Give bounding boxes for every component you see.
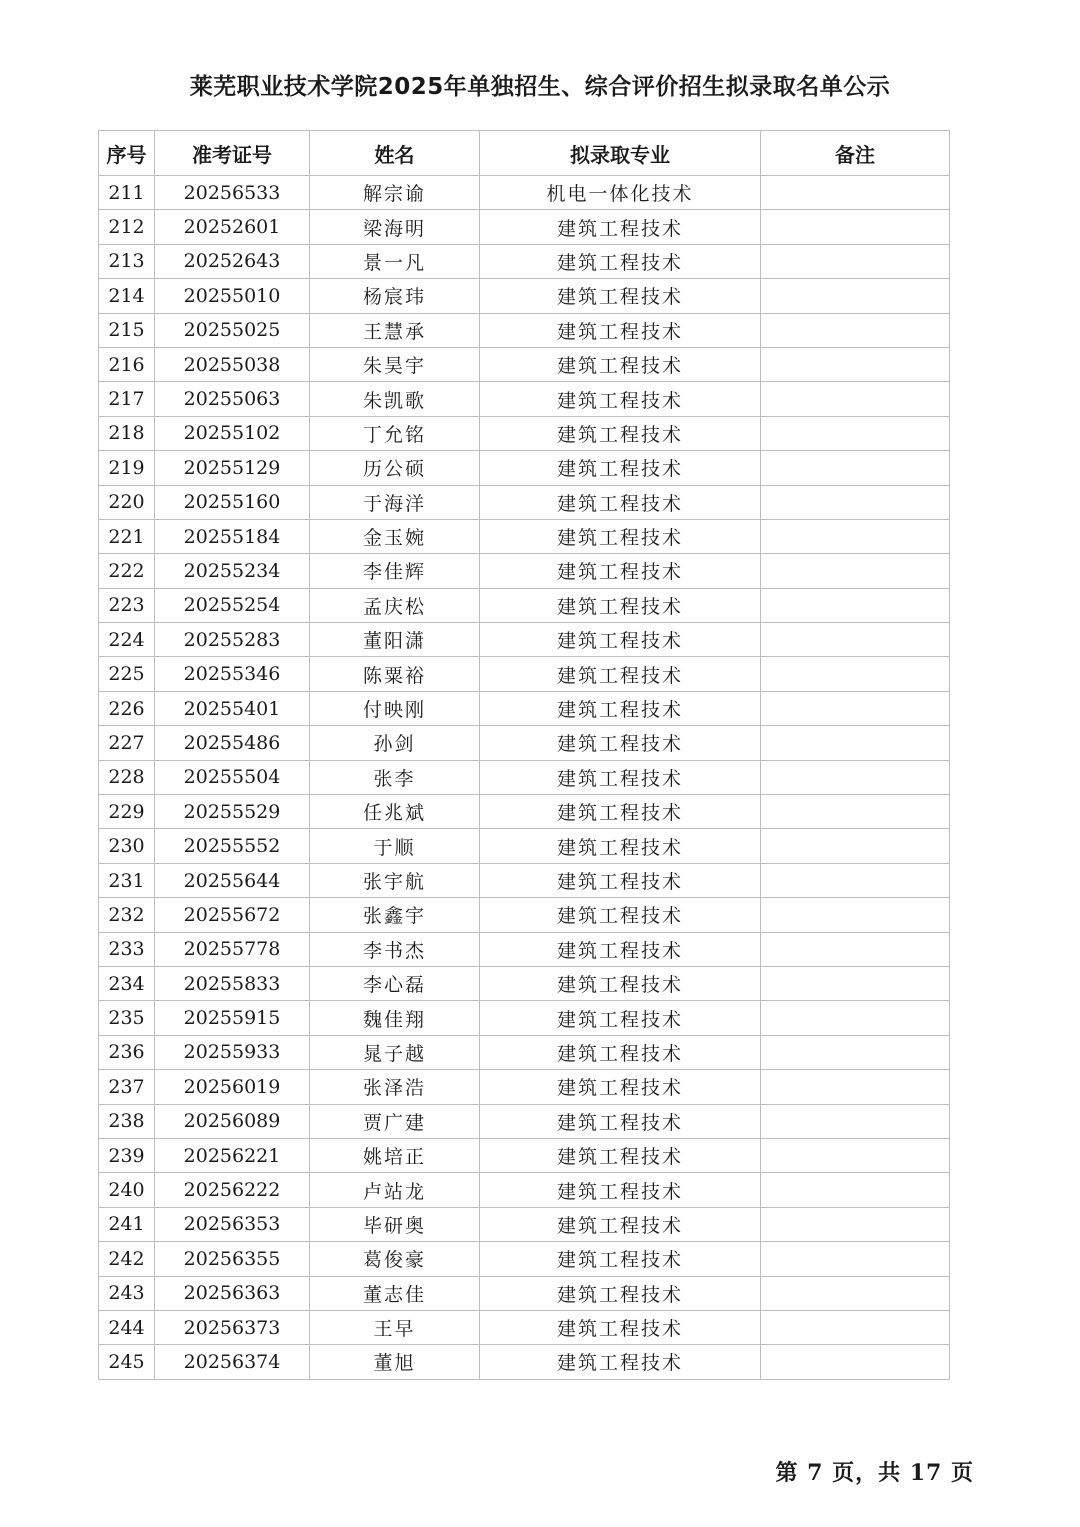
seq-cell: 224 [99,623,155,657]
major-cell: 建筑工程技术 [480,313,761,347]
major-cell: 建筑工程技术 [480,588,761,622]
exam-id-cell: 20255102 [155,416,310,450]
exam-id-cell: 20255552 [155,829,310,863]
seq-cell: 245 [99,1345,155,1379]
name-cell: 朱凯歌 [310,382,480,416]
seq-cell: 216 [99,347,155,381]
exam-id-cell: 20255529 [155,795,310,829]
table-row [99,1173,950,1207]
major-cell: 建筑工程技术 [480,795,761,829]
major-cell: 建筑工程技术 [480,416,761,450]
table-row [99,1207,950,1241]
exam-id-cell: 20255346 [155,657,310,691]
table-row [99,554,950,588]
table-row [99,691,950,725]
header-major: 拟录取专业 [480,131,761,176]
seq-cell: 213 [99,244,155,278]
table-row [99,313,950,347]
major-cell: 建筑工程技术 [480,1035,761,1069]
exam-id-cell: 20256355 [155,1242,310,1276]
remark-cell [761,485,950,519]
exam-id-cell: 20255129 [155,451,310,485]
seq-cell: 233 [99,932,155,966]
name-cell: 卢站龙 [310,1173,480,1207]
seq-cell: 235 [99,1001,155,1035]
exam-id-cell: 20255254 [155,588,310,622]
name-cell: 杨宸玮 [310,279,480,313]
major-cell: 机电一体化技术 [480,176,761,210]
remark-cell [761,588,950,622]
remark-cell [761,726,950,760]
major-cell: 建筑工程技术 [480,863,761,897]
seq-cell: 222 [99,554,155,588]
remark-cell [761,898,950,932]
seq-cell: 228 [99,760,155,794]
remark-cell [761,1276,950,1310]
table-row [99,244,950,278]
table-header [99,131,950,176]
remark-cell [761,210,950,244]
remark-cell [761,1310,950,1344]
major-cell: 建筑工程技术 [480,623,761,657]
name-cell: 张李 [310,760,480,794]
name-cell: 董志佳 [310,1276,480,1310]
name-cell: 孙剑 [310,726,480,760]
remark-cell [761,760,950,794]
table-row [99,210,950,244]
remark-cell [761,554,950,588]
major-cell: 建筑工程技术 [480,1138,761,1172]
table-row [99,451,950,485]
name-cell: 董阳潇 [310,623,480,657]
seq-cell: 237 [99,1070,155,1104]
table-row [99,829,950,863]
major-cell: 建筑工程技术 [480,657,761,691]
exam-id-cell: 20255504 [155,760,310,794]
major-cell: 建筑工程技术 [480,1276,761,1310]
remark-cell [761,416,950,450]
exam-id-cell: 20255486 [155,726,310,760]
remark-cell [761,829,950,863]
exam-id-cell: 20255401 [155,691,310,725]
exam-id-cell: 20255833 [155,966,310,1000]
header-name: 姓名 [310,131,480,176]
seq-cell: 230 [99,829,155,863]
table-row [99,863,950,897]
exam-id-cell: 20255038 [155,347,310,381]
seq-cell: 212 [99,210,155,244]
remark-cell [761,623,950,657]
table-row [99,485,950,519]
remark-cell [761,176,950,210]
name-cell: 解宗谕 [310,176,480,210]
seq-cell: 240 [99,1173,155,1207]
name-cell: 任兆斌 [310,795,480,829]
exam-id-cell: 20256353 [155,1207,310,1241]
name-cell: 贾广建 [310,1104,480,1138]
table-row [99,726,950,760]
name-cell: 朱昊宇 [310,347,480,381]
remark-cell [761,932,950,966]
seq-cell: 219 [99,451,155,485]
exam-id-cell: 20255672 [155,898,310,932]
major-cell: 建筑工程技术 [480,1070,761,1104]
seq-cell: 226 [99,691,155,725]
name-cell: 董旭 [310,1345,480,1379]
exam-id-cell: 20256374 [155,1345,310,1379]
name-cell: 金玉婉 [310,519,480,553]
major-cell: 建筑工程技术 [480,1173,761,1207]
exam-id-cell: 20255010 [155,279,310,313]
seq-cell: 215 [99,313,155,347]
remark-cell [761,347,950,381]
exam-id-cell: 20255644 [155,863,310,897]
exam-id-cell: 20252643 [155,244,310,278]
table-row [99,588,950,622]
major-cell: 建筑工程技术 [480,554,761,588]
table-row [99,1104,950,1138]
table-row [99,1242,950,1276]
exam-id-cell: 20255234 [155,554,310,588]
major-cell: 建筑工程技术 [480,451,761,485]
exam-id-cell: 20255025 [155,313,310,347]
remark-cell [761,279,950,313]
seq-cell: 238 [99,1104,155,1138]
header-seq: 序号 [99,131,155,176]
major-cell: 建筑工程技术 [480,519,761,553]
remark-cell [761,863,950,897]
table-row [99,382,950,416]
seq-cell: 217 [99,382,155,416]
table-row [99,1138,950,1172]
exam-id-cell: 20255778 [155,932,310,966]
exam-id-cell: 20256222 [155,1173,310,1207]
exam-id-cell: 20256533 [155,176,310,210]
name-cell: 毕研奥 [310,1207,480,1241]
table-row [99,1035,950,1069]
table-row [99,898,950,932]
exam-id-cell: 20256089 [155,1104,310,1138]
major-cell: 建筑工程技术 [480,1207,761,1241]
seq-cell: 231 [99,863,155,897]
major-cell: 建筑工程技术 [480,898,761,932]
exam-id-cell: 20255915 [155,1001,310,1035]
major-cell: 建筑工程技术 [480,966,761,1000]
exam-id-cell: 20255063 [155,382,310,416]
seq-cell: 236 [99,1035,155,1069]
remark-cell [761,1345,950,1379]
name-cell: 张泽浩 [310,1070,480,1104]
table-body [99,176,950,1380]
table-row [99,657,950,691]
remark-cell [761,1104,950,1138]
admission-list-table [98,130,950,1380]
remark-cell [761,795,950,829]
table-row [99,1001,950,1035]
seq-cell: 227 [99,726,155,760]
name-cell: 李心磊 [310,966,480,1000]
table-row [99,1310,950,1344]
remark-cell [761,382,950,416]
header-exam-id: 准考证号 [155,131,310,176]
remark-cell [761,1001,950,1035]
exam-id-cell: 20256019 [155,1070,310,1104]
remark-cell [761,519,950,553]
remark-cell [761,451,950,485]
header-row [99,131,950,176]
table-row [99,795,950,829]
seq-cell: 225 [99,657,155,691]
major-cell: 建筑工程技术 [480,1345,761,1379]
major-cell: 建筑工程技术 [480,691,761,725]
major-cell: 建筑工程技术 [480,210,761,244]
remark-cell [761,1207,950,1241]
major-cell: 建筑工程技术 [480,347,761,381]
major-cell: 建筑工程技术 [480,244,761,278]
seq-cell: 234 [99,966,155,1000]
major-cell: 建筑工程技术 [480,829,761,863]
name-cell: 葛俊豪 [310,1242,480,1276]
page-title: 莱芜职业技术学院2025年单独招生、综合评价招生拟录取名单公示 [189,74,891,100]
seq-cell: 242 [99,1242,155,1276]
seq-cell: 223 [99,588,155,622]
remark-cell [761,691,950,725]
name-cell: 晁子越 [310,1035,480,1069]
table-row [99,519,950,553]
table-row [99,416,950,450]
name-cell: 于顺 [310,829,480,863]
name-cell: 历公硕 [310,451,480,485]
page-number: 第 7 页，共 17 页 [775,1460,974,1486]
major-cell: 建筑工程技术 [480,1001,761,1035]
seq-cell: 241 [99,1207,155,1241]
major-cell: 建筑工程技术 [480,1310,761,1344]
exam-id-cell: 20255933 [155,1035,310,1069]
major-cell: 建筑工程技术 [480,760,761,794]
table-row [99,623,950,657]
major-cell: 建筑工程技术 [480,382,761,416]
remark-cell [761,1242,950,1276]
remark-cell [761,244,950,278]
exam-id-cell: 20255160 [155,485,310,519]
remark-cell [761,1035,950,1069]
table-row [99,932,950,966]
seq-cell: 211 [99,176,155,210]
table-row [99,176,950,210]
major-cell: 建筑工程技术 [480,1104,761,1138]
name-cell: 陈粟裕 [310,657,480,691]
major-cell: 建筑工程技术 [480,279,761,313]
major-cell: 建筑工程技术 [480,726,761,760]
name-cell: 付映刚 [310,691,480,725]
remark-cell [761,657,950,691]
remark-cell [761,1070,950,1104]
table-row [99,1276,950,1310]
exam-id-cell: 20256363 [155,1276,310,1310]
table-row [99,279,950,313]
table-row [99,347,950,381]
seq-cell: 229 [99,795,155,829]
exam-id-cell: 20256221 [155,1138,310,1172]
exam-id-cell: 20255283 [155,623,310,657]
name-cell: 张鑫宇 [310,898,480,932]
major-cell: 建筑工程技术 [480,485,761,519]
exam-id-cell: 20255184 [155,519,310,553]
remark-cell [761,313,950,347]
seq-cell: 244 [99,1310,155,1344]
header-remark: 备注 [761,131,950,176]
seq-cell: 221 [99,519,155,553]
exam-id-cell: 20252601 [155,210,310,244]
name-cell: 景一凡 [310,244,480,278]
name-cell: 于海洋 [310,485,480,519]
table-row [99,760,950,794]
table-row [99,1070,950,1104]
seq-cell: 220 [99,485,155,519]
name-cell: 王慧承 [310,313,480,347]
seq-cell: 214 [99,279,155,313]
name-cell: 姚培正 [310,1138,480,1172]
remark-cell [761,966,950,1000]
name-cell: 李书杰 [310,932,480,966]
name-cell: 丁允铭 [310,416,480,450]
seq-cell: 239 [99,1138,155,1172]
seq-cell: 243 [99,1276,155,1310]
table-row [99,966,950,1000]
name-cell: 王早 [310,1310,480,1344]
seq-cell: 232 [99,898,155,932]
remark-cell [761,1138,950,1172]
name-cell: 梁海明 [310,210,480,244]
major-cell: 建筑工程技术 [480,932,761,966]
name-cell: 魏佳翔 [310,1001,480,1035]
remark-cell [761,1173,950,1207]
table-row [99,1345,950,1379]
name-cell: 孟庆松 [310,588,480,622]
seq-cell: 218 [99,416,155,450]
exam-id-cell: 20256373 [155,1310,310,1344]
name-cell: 李佳辉 [310,554,480,588]
major-cell: 建筑工程技术 [480,1242,761,1276]
name-cell: 张宇航 [310,863,480,897]
